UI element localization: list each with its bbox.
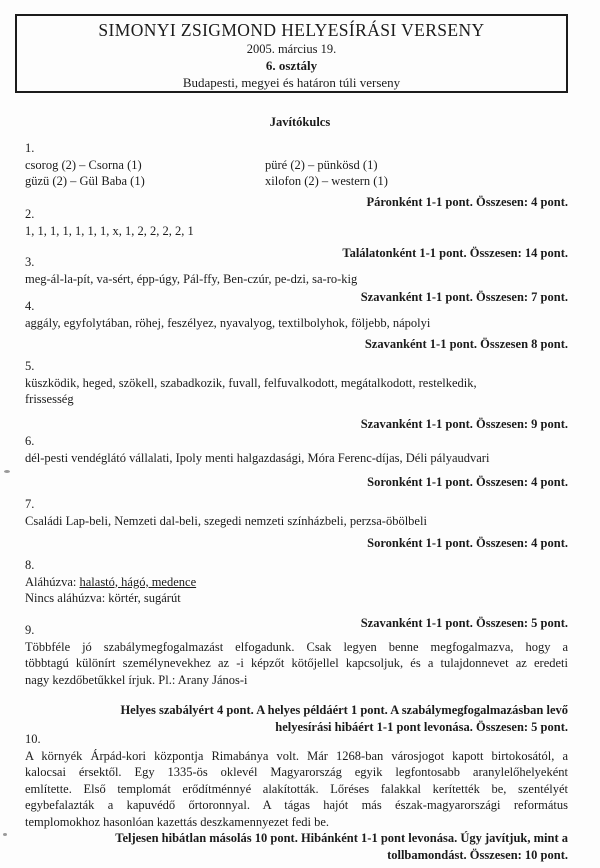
section-4 <box>25 298 568 353</box>
score-line: Találatonként 1-1 pont. Összesen: 14 pont. <box>342 246 568 260</box>
underline-label: Aláhúzva: <box>25 574 80 589</box>
section-9 <box>25 622 568 735</box>
answer-line: Családi Lap-beli, Nemzeti dal-beli, szegedi nemzeti színházbeli, perzsa-öbölbeli <box>25 513 427 528</box>
score-line: Szavanként 1-1 pont. Összesen 8 pont. <box>364 337 568 351</box>
pair-left: csorog (2) – Csorna (1) <box>25 157 142 172</box>
pair-right: xilofon (2) – western (1) <box>265 174 388 188</box>
section-number: 9. <box>25 623 35 637</box>
section-5 <box>25 358 568 432</box>
answer-line: frissesség <box>25 392 74 406</box>
answer-line: aggály, egyfolytában, röhej, feszélyez, nyavalyog, textilbolyhok, följebb, nápolyi <box>25 315 431 330</box>
answer-line: 1, 1, 1, 1, 1, 1, 1, x, 1, 2, 2, 2, 2, 1 <box>25 223 194 238</box>
copy-text-line: templomokhoz hasonlóan kazettás deszkamennyezet fedi be. <box>25 814 330 829</box>
score-line: Szavanként 1-1 pont. Összesen: 5 pont. <box>360 615 568 630</box>
competition-subtitle: Budapesti, megyei és határon túli verseny <box>182 75 401 90</box>
copy-text-line: kalocsai érsektől. Egy 1335-ös oklevél Magyarország egyik legfontosabb aranylelőhelyeként <box>25 765 568 779</box>
document-title: Javítókulcs <box>269 115 331 129</box>
score-line: Soronként 1-1 pont. Összesen: 4 pont. <box>367 536 568 550</box>
scan-artifact <box>4 470 10 473</box>
section-8 <box>25 557 568 631</box>
section-number: 2. <box>25 207 35 221</box>
score-line: Szavanként 1-1 pont. Összesen: 9 pont. <box>360 416 568 431</box>
section-10 <box>25 731 568 863</box>
pair-left: güzü (2) – Gül Baba (1) <box>25 174 145 188</box>
copy-text-line: A környék Árpád-kori központja Rimabánya volt. Már 1268-ban városjogot kapott birtokosától, a <box>25 748 568 763</box>
answer-line: küszködik, heged, szökell, szabadkozik, fuvall, felfuvalkodott, megátalkodott, restelkedik, <box>25 375 477 390</box>
copy-text-line: említette. Első templomát erődítménnyé alakították. Lőréses falakkal kerítették be, szentélyét <box>25 781 568 796</box>
score-line: tollbamondást. Összesen: 10 pont. <box>387 847 568 862</box>
section-1 <box>25 140 568 210</box>
score-block <box>25 830 568 863</box>
rule-paragraph-line: nagy kezdőbetűkkel írjuk. Pl.: Arany János-i <box>25 672 248 687</box>
word-pair-row <box>25 173 568 190</box>
answer-line: Nincs aláhúzva: körtér, sugárút <box>25 591 181 605</box>
score-line: Soronként 1-1 pont. Összesen: 4 pont. <box>367 475 568 489</box>
grade-level: 6. osztály <box>265 58 318 73</box>
score-line: helyesírási hibáért 1-1 pont levonása. Összesen: 5 pont. <box>275 719 568 734</box>
section-number: 4. <box>25 299 35 313</box>
section-number: 10. <box>25 732 41 746</box>
rule-paragraph-line: Többféle jó szabálymegfogalmazást elfogadunk. Csak legyen benne megfogalmazva, hogy a <box>25 639 568 654</box>
underlined-answer-line <box>25 574 568 591</box>
section-7 <box>25 496 568 552</box>
word-pair-row <box>25 157 568 174</box>
pair-right: püré (2) – pünkösd (1) <box>265 157 378 172</box>
score-line: Páronként 1-1 pont. Összesen: 4 pont. <box>366 194 568 209</box>
scan-artifact <box>3 833 7 836</box>
underlined-words: halastó, hágó, medence <box>79 574 197 589</box>
section-number: 8. <box>25 558 35 572</box>
rule-paragraph-line: többtagú különírt személynevekhez az -i képzőt kötőjellel kapcsoljuk, és a tulajdonnevet az eredeti <box>25 656 568 670</box>
section-number: 6. <box>25 434 35 448</box>
section-number: 3. <box>25 255 35 269</box>
competition-title: SIMONYI ZSIGMOND HELYESÍRÁSI VERSENY <box>98 20 485 40</box>
section-number: 7. <box>25 497 35 511</box>
section-number: 5. <box>25 359 35 373</box>
score-line: Teljesen hibátlan másolás 10 pont. Hibánként 1-1 pont levonása. Úgy javítjuk, mint a <box>115 831 568 845</box>
copy-text-line: egybefalazták a kapuvédő őrtoronnyal. A tágas hajót más észak-magyarországi református <box>25 798 568 812</box>
answer-line: meg-ál-la-pít, va-sért, épp-úgy, Pál-ffy, Ben-czúr, pe-dzi, sa-ro-kig <box>25 271 358 286</box>
score-line: Szavanként 1-1 pont. Összesen: 7 pont. <box>360 290 568 304</box>
competition-date: 2005. március 19. <box>246 42 337 56</box>
header-box <box>15 14 568 93</box>
answer-line: dél-pesti vendéglátó vállalati, Ipoly menti halgazdasági, Móra Ferenc-díjas, Déli pályaudvari <box>25 450 490 465</box>
section-6 <box>25 433 568 491</box>
section-number: 1. <box>25 141 35 155</box>
score-line: Helyes szabályért 4 pont. A helyes példáért 1 pont. A szabálymegfogalmazásban levő <box>120 703 568 717</box>
